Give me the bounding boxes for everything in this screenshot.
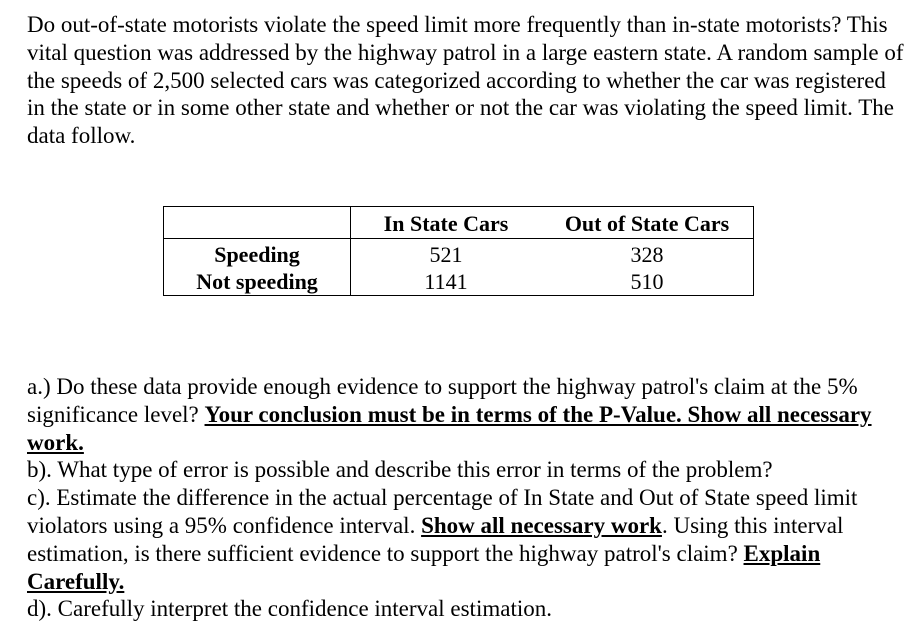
row-label-speeding: Speeding: [164, 239, 351, 269]
questions-block: [27, 373, 907, 623]
table-row: [164, 268, 754, 296]
table-header-row: [164, 207, 754, 239]
question-b: [27, 456, 907, 484]
cell-out-state-speeding: 328: [630, 241, 664, 267]
question-b-text: b). What type of error is possible and describe this error in terms of the problem?: [27, 457, 773, 483]
question-a: [27, 373, 907, 456]
cell-out-state-not-speeding: 510: [630, 268, 664, 294]
cell-in-state-not-speeding: 1141: [424, 268, 468, 294]
table-header-in-state: In State Cars: [351, 207, 542, 239]
speeding-data-table: [163, 206, 754, 296]
table-row: [164, 239, 754, 269]
question-c: [27, 484, 907, 595]
row-label-not-speeding: Not speeding: [164, 268, 351, 296]
question-a-text: a.) Do these data provide enough evidence to support the highway patrol's claim at the 5% significance level?: [27, 374, 858, 427]
question-c-text-middle: . Using this interval estimation, is there sufficient evidence to support the highway patrol's claim?: [27, 512, 844, 566]
question-d-text: d). Carefully interpret the confidence interval estimation.: [27, 596, 552, 622]
question-c-emphasis-work: Show all necessary work: [421, 512, 662, 538]
question-d: [27, 595, 907, 623]
cell-in-state-speeding: 521: [429, 241, 463, 267]
question-c-emphasis-explain: Explain Carefully.: [27, 540, 821, 594]
table-header-empty: [164, 207, 351, 239]
question-a-emphasis: Your conclusion must be in terms of the P-Value. Show all necessary work.: [27, 401, 872, 455]
table-header-out-of-state: Out of State Cars: [541, 207, 754, 239]
question-c-text-before: c). Estimate the difference in the actual percentage of In State and Out of State speed limit violators using a 95% confidence interval.: [27, 485, 858, 538]
intro-paragraph: Do out-of-state motorists violate the speed limit more frequently than in-state motorists? This vital question was addressed by the highway patrol in a large eastern state. A random sample of the speeds of 2,500 selected cars was categorized according to whether the car was registered in the state or in some other state and whether or not the car was violating the speed limit. The data follow.: [27, 12, 904, 149]
